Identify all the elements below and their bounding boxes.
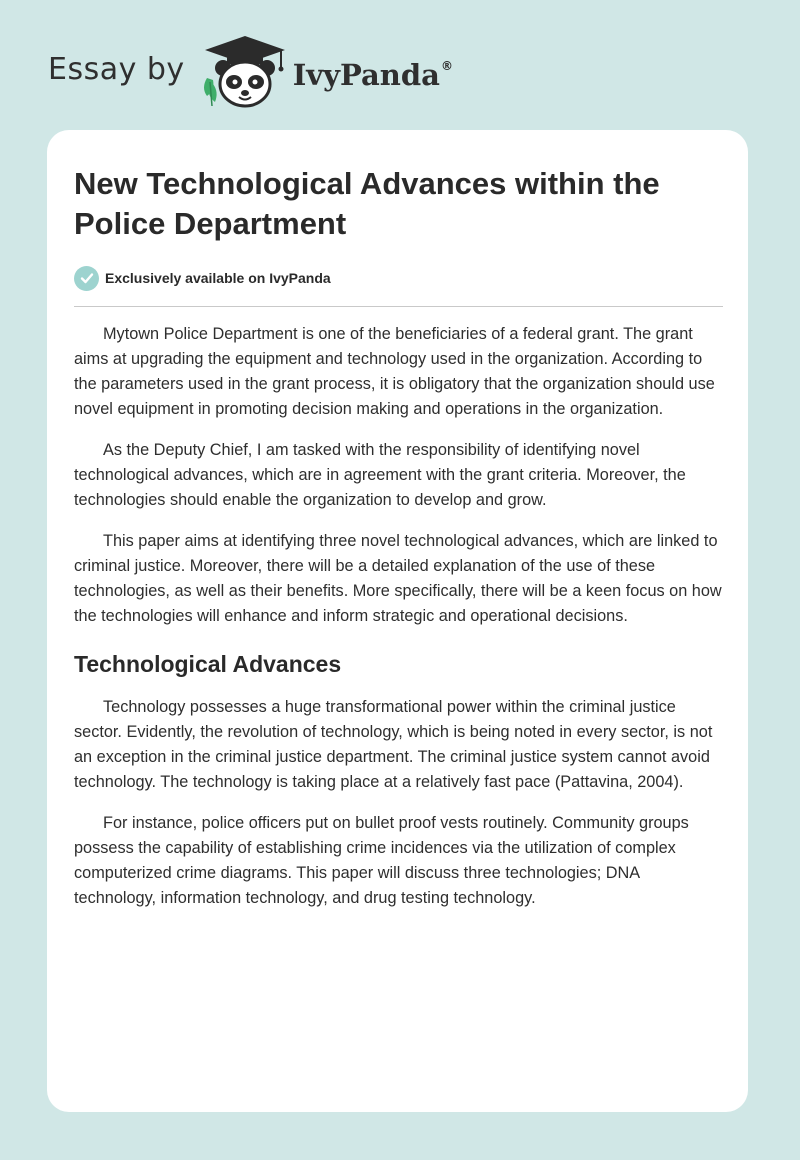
brand-name-text: IvyPanda xyxy=(292,58,440,92)
essay-body xyxy=(74,322,723,911)
paragraph: For instance, police officers put on bullet proof vests routinely. Community groups possess the capability of establishing crime incidences via the utilization of complex computerized crime diagrams. This paper will discuss three technologies; DNA technology, information technology, and drug testing technology. xyxy=(74,814,689,907)
essay-by-label: Essay by xyxy=(48,51,185,87)
essay-content xyxy=(74,164,723,927)
checkmark-icon xyxy=(74,266,99,291)
divider xyxy=(74,306,723,307)
paragraph: Technology possesses a huge transformational power within the criminal justice sector. Evidently, the revolution of technology, which is being noted in every sector, is not an exception in the criminal justice department. The criminal justice system cannot avoid technology. The technology is taking place at a relatively fast pace (Pattavina, 2004). xyxy=(74,698,713,791)
paragraph: This paper aims at identifying three novel technological advances, which are linked to criminal justice. Moreover, there will be a detailed explanation of the use of these technologies, as well as their benefits. More specifically, there will be a keen focus on how the technologies will enhance and inform strategic and operational decisions. xyxy=(74,532,722,625)
exclusive-label: Exclusively available on IvyPanda xyxy=(105,270,331,286)
essay-title: New Technological Advances within the Police Department xyxy=(74,166,660,241)
registered-mark: ® xyxy=(440,59,453,74)
brand-name[interactable] xyxy=(293,58,453,92)
section-heading: Technological Advances xyxy=(74,651,342,677)
essay-card xyxy=(47,130,748,1112)
exclusive-badge xyxy=(74,264,723,292)
paragraph: As the Deputy Chief, I am tasked with the responsibility of identifying novel technological advances, which are in agreement with the grant criteria. Moreover, the technologies should enable the organization to develop and grow. xyxy=(74,441,686,509)
paragraph: Mytown Police Department is one of the beneficiaries of a federal grant. The grant aims at upgrading the equipment and technology used in the organization. According to the parameters used in the grant process, it is obligatory that the organization should use novel equipment in promoting decision making and operations in the organization. xyxy=(74,325,715,418)
panda-logo-icon[interactable] xyxy=(199,34,291,110)
site-header xyxy=(48,34,453,110)
